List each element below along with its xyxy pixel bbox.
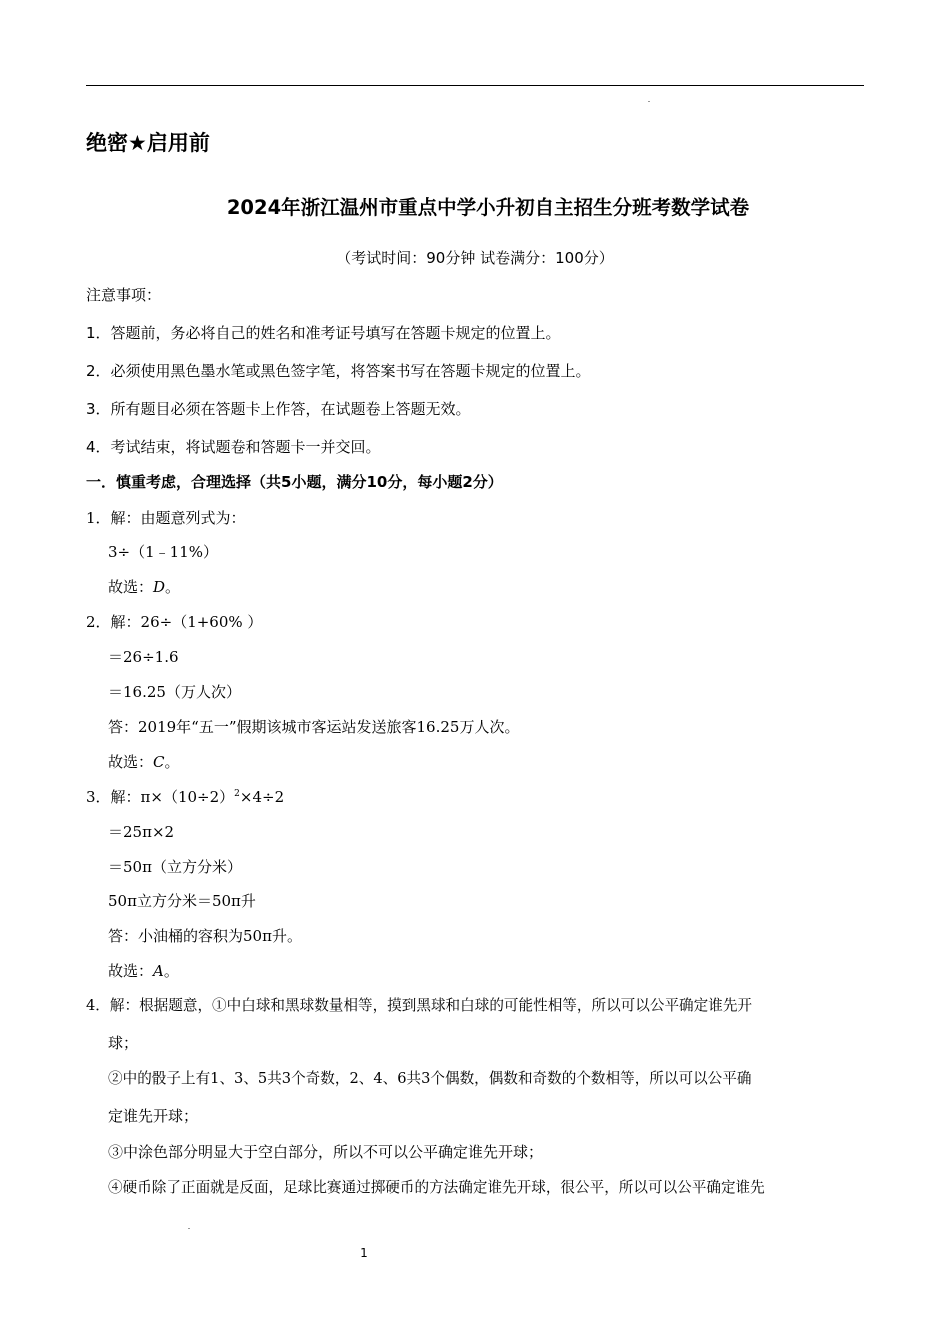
choice-letter: A [153, 962, 164, 980]
scan-speck [648, 101, 650, 102]
choice-prefix: 故选： [108, 578, 154, 596]
q2-line: ＝26÷1.6 [108, 648, 179, 666]
q3-line: ＝50π（立方分米） [108, 858, 242, 876]
q3-line: ＝25π×2 [108, 823, 175, 841]
choice-suffix: 。 [165, 578, 181, 596]
q4-line: ②中的骰子上有1、3、5共3个奇数，2、4、6共3个偶数，偶数和奇数的个数相等，所以可以公平确 [108, 1070, 752, 1087]
choice-letter: D [153, 578, 166, 596]
q3-line [86, 787, 284, 807]
choice-suffix: 。 [163, 962, 179, 980]
notice-item: 2．必须使用黑色墨水笔或黑色签字笔，将答案书写在答题卡规定的位置上。 [86, 362, 591, 380]
q3-answer: 答：小油桶的容积为50π升。 [108, 927, 302, 945]
section-heading: 一．慎重考虑，合理选择（共5小题，满分10分，每小题2分） [86, 473, 503, 491]
q1-line: 1．解：由题意列式为： [86, 509, 246, 527]
q4-line: 定谁先开球； [108, 1107, 199, 1125]
q1-line: 3÷（1﹣11%） [108, 543, 218, 561]
exam-subtitle: （考试时间：90分钟 试卷满分：100分） [336, 249, 614, 267]
page-number: 1 [360, 1246, 368, 1260]
choice-letter: C [153, 753, 165, 771]
q2-line: 2．解：26÷（1+60% ） [86, 613, 263, 631]
notice-item: 1．答题前，务必将自己的姓名和准考证号填写在答题卡规定的位置上。 [86, 324, 561, 342]
q3-choice [108, 961, 179, 981]
q1-choice [108, 577, 180, 597]
q3-expr-b: ×4÷2 [239, 788, 285, 806]
choice-prefix: 故选： [108, 753, 154, 771]
q4-line: ③中涂色部分明显大于空白部分，所以不可以公平确定谁先开球； [108, 1143, 544, 1161]
choice-prefix: 故选： [108, 962, 154, 980]
header-rule [86, 85, 864, 86]
notice-item: 4．考试结束，将试题卷和答题卡一并交回。 [86, 438, 381, 456]
q3-exponent: 2 [234, 789, 240, 799]
q2-answer: 答：2019年“五一”假期该城市客运站发送旅客16.25万人次。 [108, 718, 520, 736]
q4-line: 4．解：根据题意，①中白球和黑球数量相等，摸到黑球和白球的可能性相等，所以可以公平确定谁先开 [86, 997, 753, 1014]
secret-mark: 绝密★启用前 [86, 131, 210, 155]
exam-title: 2024年浙江温州市重点中学小升初自主招生分班考数学试卷 [226, 196, 750, 219]
q3-line: 50π立方分米＝50π升 [108, 892, 256, 910]
q3-expr-a: 3．解：π×（10÷2） [86, 788, 235, 806]
q2-line: ＝16.25（万人次） [108, 683, 241, 701]
q4-line: ④硬币除了正面就是反面，足球比赛通过掷硬币的方法确定谁先开球，很公平，所以可以公平确定谁先 [108, 1179, 765, 1196]
notice-item: 3．所有题目必须在答题卡上作答，在试题卷上答题无效。 [86, 400, 471, 418]
choice-suffix: 。 [164, 753, 180, 771]
q4-line: 球； [108, 1034, 139, 1052]
q2-choice [108, 752, 180, 772]
scan-speck [188, 1228, 190, 1229]
notice-heading: 注意事项： [86, 286, 162, 304]
